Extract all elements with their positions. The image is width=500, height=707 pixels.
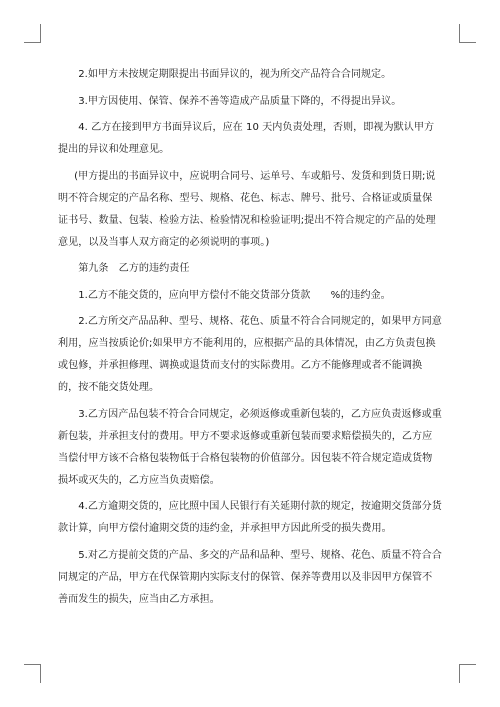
paragraph-4: 4. 乙方在接到甲方书面异议后，应在 10 天内负责处理，否则，即视为默认甲方提出的异议和处理意见。 <box>58 122 435 155</box>
crop-mark-top-right-v <box>459 24 460 43</box>
paragraph-3: 3.甲方因使用、保管、保养不善等造成产品质量下降的，不得提出异议。 <box>78 95 402 107</box>
article-9-heading: 第九条 乙方的违约责任 <box>78 263 190 274</box>
crop-mark-bottom-right-v <box>459 664 460 683</box>
article-9-clause-1: 1.乙方不能交货的，应向甲方偿付不能交货部分货款 %的违约金。 <box>78 289 391 301</box>
crop-mark-top-left-h <box>24 42 41 43</box>
paragraph-objection-note: (甲方提出的书面异议中，应说明合同号、运单号、车或船号、发货和到货日期;说明不符合规定的产品名称、型号、规格、花色、标志、牌号、批号、合格证或质量保证书号、数量、包装、检验方法、检验情况和检验证明;提出不符合规定的产品的处理意见，以及当事人双方商定的必须说明的事项。) <box>58 170 436 248</box>
crop-mark-bottom-left-h <box>24 664 41 665</box>
article-9-clause-5: 5.对乙方提前交货的产品、多交的产品和品种、型号、规格、花色、质量不符合合同规定的产品，甲方在代保管期内实际支付的保管、保养等费用以及非因甲方保管不善而发生的损失，应当由乙方承担。 <box>58 549 442 605</box>
article-9-clause-4: 4.乙方逾期交货的，应比照中国人民银行有关延期付款的规定，按逾期交货部分货款计算，向甲方偿付逾期交货的违约金，并承担甲方因此所受的损失费用。 <box>58 501 442 534</box>
crop-mark-bottom-right-h <box>459 664 476 665</box>
document-body <box>58 64 442 611</box>
article-9-clause-2: 2.乙方所交产品品种、型号、规格、花色、质量不符合合同规定的，如果甲方同意利用，应当按质论价;如果甲方不能利用的，应根据产品的具体情况，由乙方负责包换或包修，并承担修理、调换或退货而支付的实际费用。乙方不能修理或者不能调换的，按不能交货处理。 <box>58 316 442 393</box>
crop-mark-bottom-left-v <box>40 664 41 683</box>
paragraph-2: 2.如甲方未按规定期限提出书面异议的，视为所交产品符合合同规定。 <box>78 69 392 80</box>
crop-mark-top-right-h <box>459 42 476 43</box>
crop-mark-top-left-v <box>40 24 41 43</box>
article-9-clause-3: 3.乙方因产品包装不符合合同规定，必须返修或重新包装的，乙方应负责返修或重新包装，并承担支付的费用。甲方不要求返修或重新包装而要求赔偿损失的，乙方应当偿付甲方该不合格包装物低于合格包装物的价值部分。因包装不符合规定造成货物损坏或灭失的，乙方应当负责赔偿。 <box>58 408 442 486</box>
